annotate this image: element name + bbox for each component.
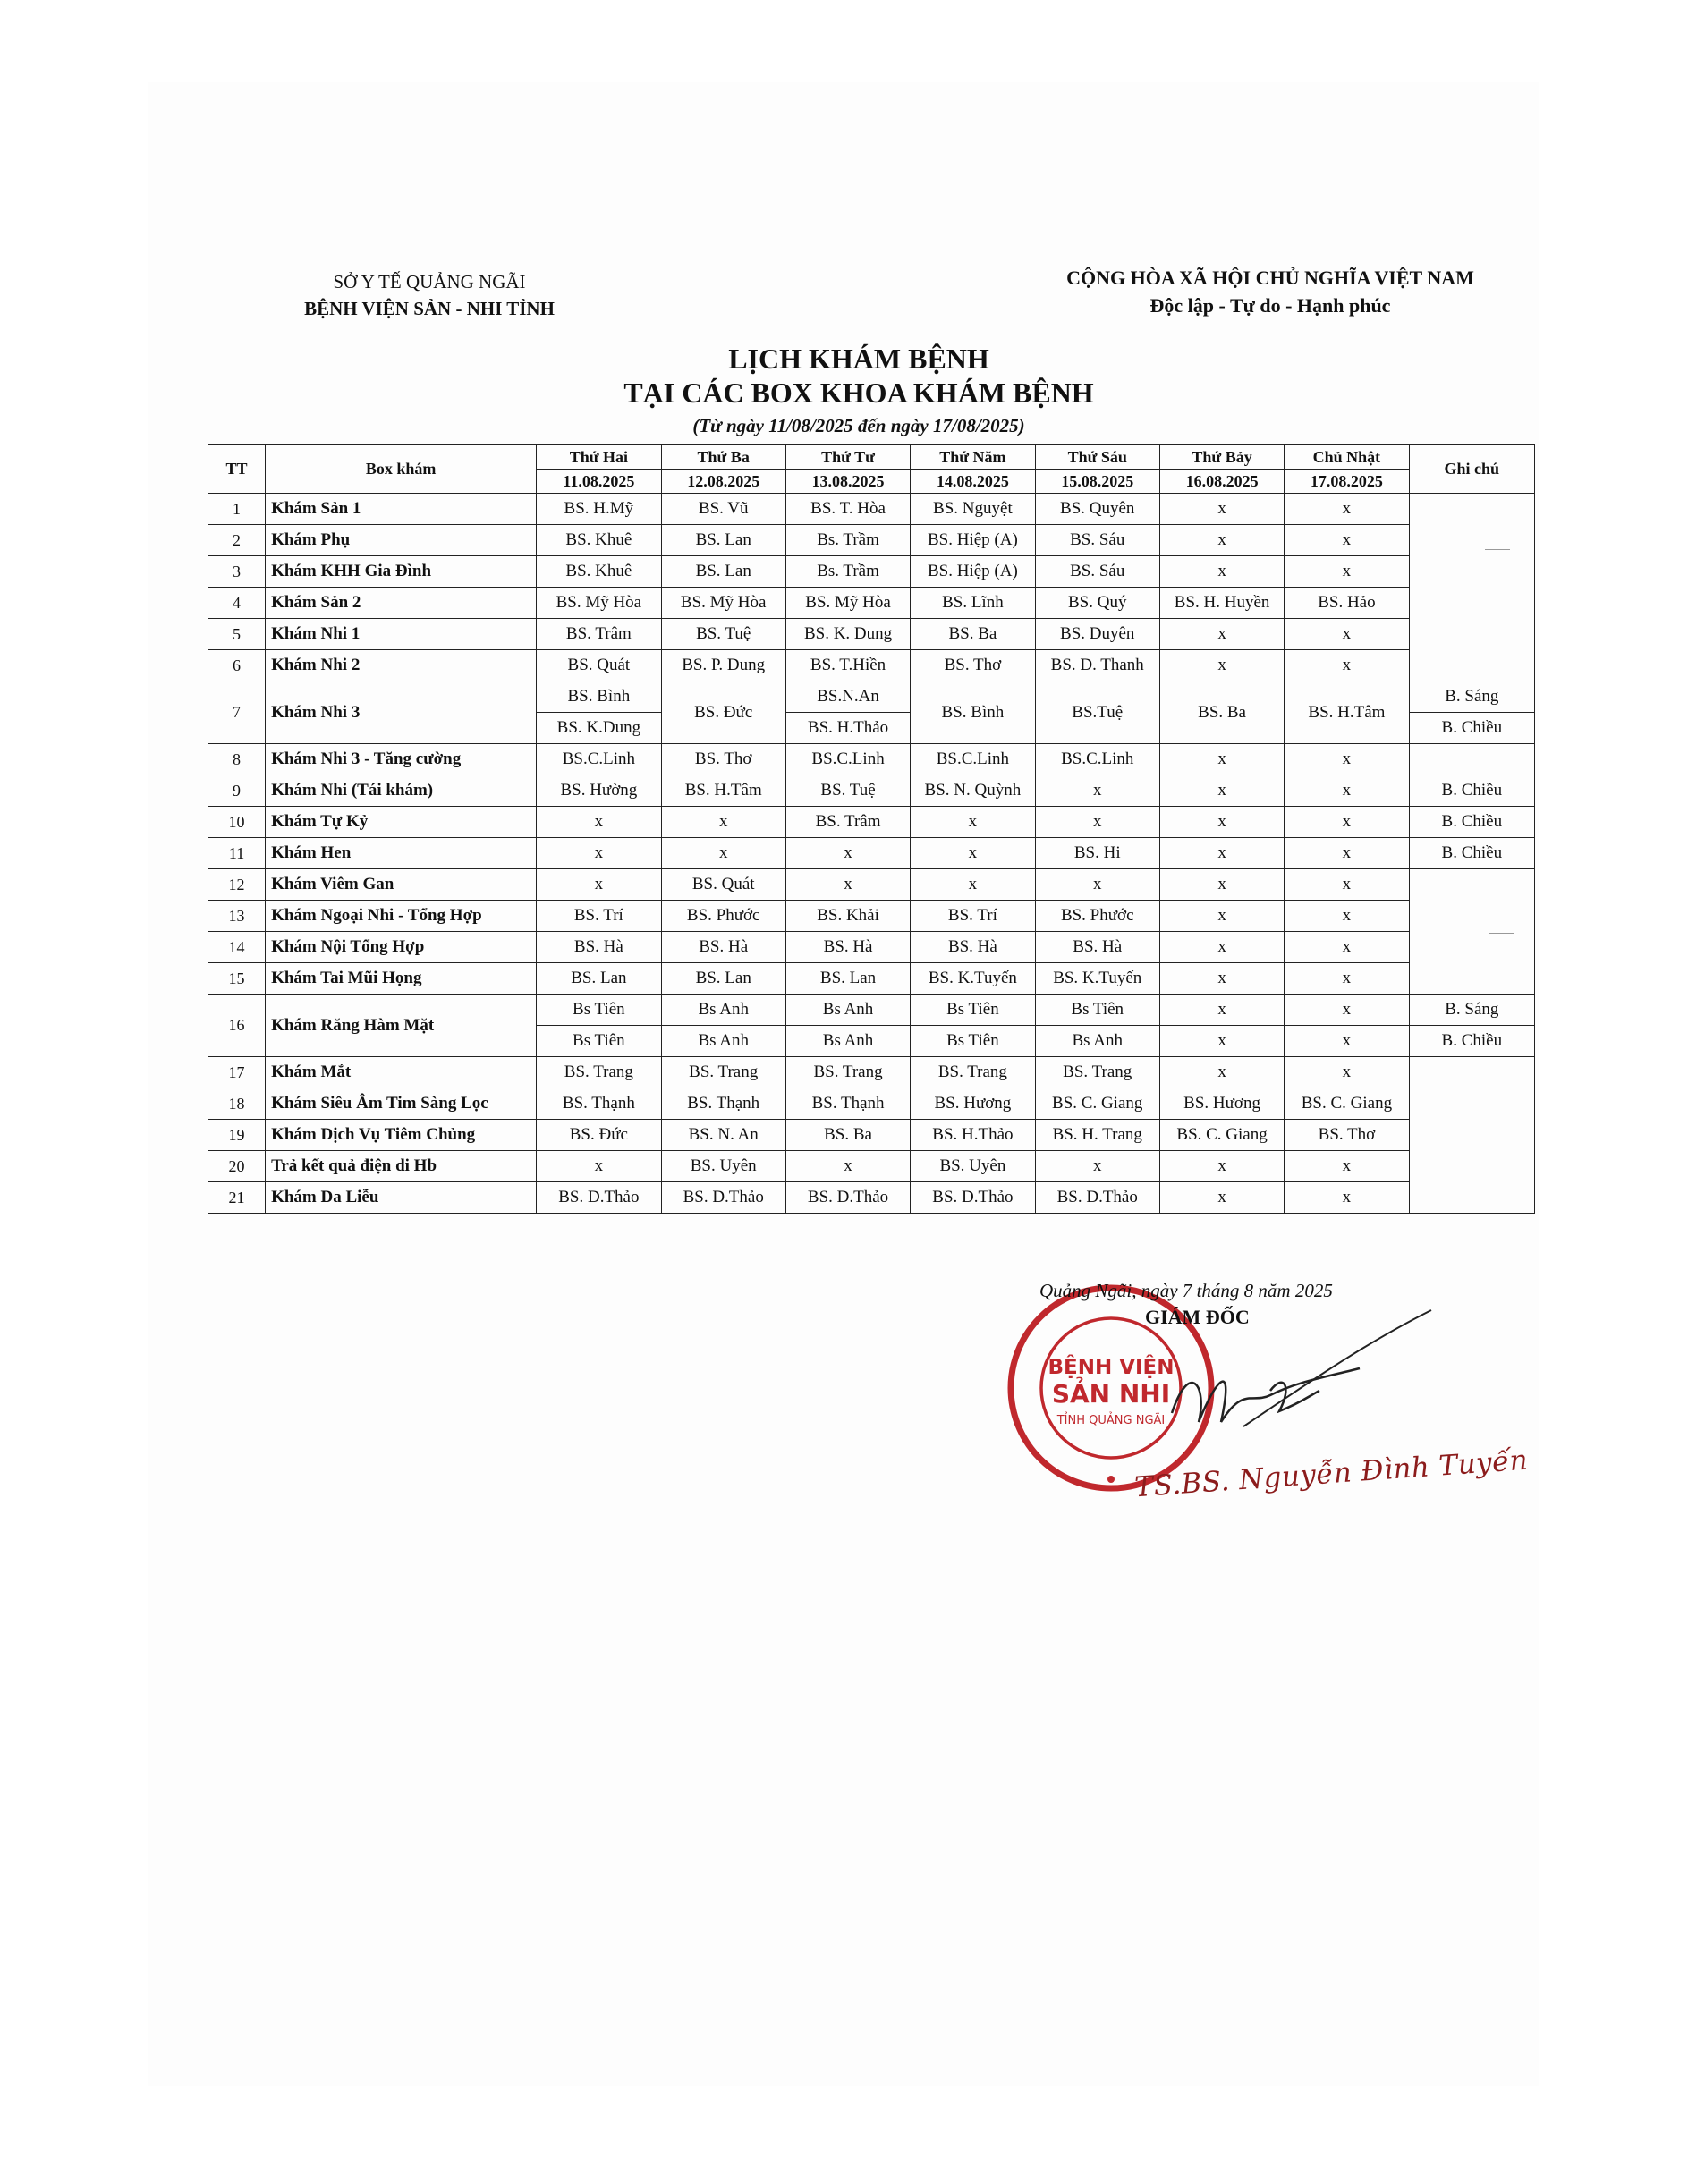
schedule-cell: Bs Anh <box>785 1026 910 1057</box>
schedule-cell: BS. N. Quỳnh <box>911 775 1035 807</box>
table-row <box>208 619 1535 650</box>
schedule-cell: BS. Bình <box>537 681 661 713</box>
document-title <box>411 342 1306 410</box>
schedule-cell: BS. Trang <box>785 1057 910 1088</box>
schedule-cell: x <box>1159 901 1284 932</box>
schedule-cell: x <box>1285 1182 1409 1214</box>
schedule-cell: Bs Anh <box>1035 1026 1159 1057</box>
schedule-cell: x <box>1035 1151 1159 1182</box>
schedule-cell: x <box>537 869 661 901</box>
schedule-cell: BS. D. Thanh <box>1035 650 1159 681</box>
schedule-cell: BS. Lĩnh <box>911 588 1035 619</box>
day-name: Thứ Hai <box>537 445 661 470</box>
schedule-cell: x <box>1285 995 1409 1026</box>
box-name: Khám Nội Tổng Hợp <box>266 932 537 963</box>
box-name: Khám Nhi 3 <box>266 681 537 744</box>
table-row <box>208 1057 1535 1088</box>
schedule-cell: BS. Thơ <box>911 650 1035 681</box>
row-number: 14 <box>208 932 266 963</box>
schedule-cell: BS. Phước <box>661 901 785 932</box>
schedule-cell: BS. D.Thảo <box>785 1182 910 1214</box>
schedule-cell: BS. P. Dung <box>661 650 785 681</box>
schedule-cell: x <box>1285 744 1409 775</box>
schedule-cell: x <box>1159 963 1284 995</box>
signer-name: TS.BS. Nguyễn Đình Tuyến <box>1133 1443 1530 1504</box>
row-number: 10 <box>208 807 266 838</box>
schedule-cell: BS. H.Mỹ <box>537 494 661 525</box>
stamp-text: TỈNH QUẢNG NGÃI <box>1056 1414 1166 1427</box>
schedule-cell: BS. Đức <box>661 681 785 744</box>
box-name: Khám Tự Kỷ <box>266 807 537 838</box>
title-line1: LỊCH KHÁM BỆNH <box>728 343 989 375</box>
schedule-cell: BS.C.Linh <box>1035 744 1159 775</box>
row-number: 9 <box>208 775 266 807</box>
box-name: Khám Viêm Gan <box>266 869 537 901</box>
day-date: 12.08.2025 <box>661 470 785 494</box>
schedule-cell: BS. Hà <box>661 932 785 963</box>
schedule-cell: BS. Hà <box>1035 932 1159 963</box>
table-row <box>208 525 1535 556</box>
title-line2: TẠI CÁC BOX KHOA KHÁM BỆNH <box>623 377 1094 409</box>
schedule-cell: BS. Đức <box>537 1120 661 1151</box>
schedule-cell: BS. D.Thảo <box>661 1182 785 1214</box>
schedule-cell: BS. K. Dung <box>785 619 910 650</box>
schedule-cell: BS. H.Tâm <box>661 775 785 807</box>
stamp-text: SẢN NHI <box>1051 1379 1171 1409</box>
box-name: Khám Răng Hàm Mặt <box>266 995 537 1057</box>
schedule-cell: BS. T. Hòa <box>785 494 910 525</box>
schedule-cell: BS.Tuệ <box>1035 681 1159 744</box>
schedule-cell: BS. Hi <box>1035 838 1159 869</box>
col-tt: TT <box>208 445 266 494</box>
schedule-cell: BS. Khuê <box>537 556 661 588</box>
schedule-cell: BS. Tuệ <box>661 619 785 650</box>
national-motto <box>1002 264 1539 319</box>
row-number: 19 <box>208 1120 266 1151</box>
schedule-cell: BS. Hảo <box>1285 588 1409 619</box>
schedule-cell: BS. Thạnh <box>537 1088 661 1120</box>
table-row <box>208 963 1535 995</box>
day-date: 16.08.2025 <box>1159 470 1284 494</box>
schedule-cell: BS. Thạnh <box>661 1088 785 1120</box>
box-name: Khám Tai Mũi Họng <box>266 963 537 995</box>
schedule-cell: BS. D.Thảo <box>1035 1182 1159 1214</box>
schedule-cell: BS. Uyên <box>911 1151 1035 1182</box>
table-row <box>208 744 1535 775</box>
issuer-department: SỞ Y TẾ QUẢNG NGÃI <box>333 271 526 292</box>
schedule-cell: BS. Bình <box>911 681 1035 744</box>
schedule-cell: BS.C.Linh <box>537 744 661 775</box>
issuer-header <box>268 268 590 322</box>
box-name: Trả kết quả điện di Hb <box>266 1151 537 1182</box>
schedule-cell: x <box>1285 1057 1409 1088</box>
schedule-cell: x <box>1159 1182 1284 1214</box>
schedule-cell: BS. Quý <box>1035 588 1159 619</box>
table-row <box>208 869 1535 901</box>
schedule-cell: BS.C.Linh <box>911 744 1035 775</box>
schedule-cell: BS. Sáu <box>1035 556 1159 588</box>
box-name: Khám Dịch Vụ Tiêm Chủng <box>266 1120 537 1151</box>
day-date: 15.08.2025 <box>1035 470 1159 494</box>
schedule-cell: x <box>1285 650 1409 681</box>
schedule-cell: Bs Tiên <box>537 1026 661 1057</box>
schedule-cell: x <box>785 1151 910 1182</box>
schedule-cell: x <box>1035 775 1159 807</box>
schedule-cell: x <box>911 869 1035 901</box>
schedule-cell: x <box>661 838 785 869</box>
schedule-cell: BS. Trí <box>537 901 661 932</box>
schedule-cell: Bs Tiên <box>911 1026 1035 1057</box>
schedule-cell: x <box>1159 1026 1284 1057</box>
table-row <box>208 1182 1535 1214</box>
schedule-cell: x <box>1159 494 1284 525</box>
box-name: Khám Siêu Âm Tim Sàng Lọc <box>266 1088 537 1120</box>
row-number: 17 <box>208 1057 266 1088</box>
schedule-cell: x <box>1159 869 1284 901</box>
schedule-cell: x <box>1159 525 1284 556</box>
schedule-cell: BS. H.Tâm <box>1285 681 1409 744</box>
note-cell <box>1409 494 1534 681</box>
schedule-cell: BS. Mỹ Hòa <box>537 588 661 619</box>
note-cell: B. Chiều <box>1409 713 1534 744</box>
box-name: Khám Sản 1 <box>266 494 537 525</box>
schedule-cell: BS. Uyên <box>661 1151 785 1182</box>
schedule-cell: x <box>1159 556 1284 588</box>
schedule-cell: BS. Trí <box>911 901 1035 932</box>
schedule-cell: BS. C. Giang <box>1285 1088 1409 1120</box>
note-cell: B. Chiều <box>1409 807 1534 838</box>
schedule-cell: BS. C. Giang <box>1159 1120 1284 1151</box>
schedule-cell: BS. Hà <box>537 932 661 963</box>
box-name: Khám Nhi 3 - Tăng cường <box>266 744 537 775</box>
schedule-cell: x <box>1285 619 1409 650</box>
schedule-cell: Bs. Trầm <box>785 525 910 556</box>
row-number: 8 <box>208 744 266 775</box>
box-name: Khám Da Liễu <box>266 1182 537 1214</box>
box-name: Khám KHH Gia Đình <box>266 556 537 588</box>
table-row <box>208 838 1535 869</box>
schedule-cell: BS. Hiệp (A) <box>911 556 1035 588</box>
schedule-cell: BS. Thạnh <box>785 1088 910 1120</box>
schedule-cell: x <box>1159 995 1284 1026</box>
box-name: Khám Nhi 1 <box>266 619 537 650</box>
schedule-cell: BS. Hương <box>1159 1088 1284 1120</box>
schedule-cell: Bs Anh <box>785 995 910 1026</box>
box-name: Khám Nhi 2 <box>266 650 537 681</box>
schedule-cell: BS. Thơ <box>661 744 785 775</box>
schedule-cell: Bs Tiên <box>537 995 661 1026</box>
schedule-cell: x <box>1035 869 1159 901</box>
date-range: (Từ ngày 11/08/2025 đến ngày 17/08/2025) <box>692 415 1025 436</box>
schedule-cell: BS. Lan <box>661 525 785 556</box>
schedule-cell: x <box>537 807 661 838</box>
row-number: 4 <box>208 588 266 619</box>
schedule-cell: BS. Hà <box>911 932 1035 963</box>
schedule-cell: BS. C. Giang <box>1035 1088 1159 1120</box>
schedule-cell: x <box>1285 556 1409 588</box>
schedule-cell: BS. Vũ <box>661 494 785 525</box>
day-name: Thứ Tư <box>785 445 910 470</box>
schedule-cell: BS.C.Linh <box>785 744 910 775</box>
schedule-cell: x <box>1285 901 1409 932</box>
motto: Độc lập - Tự do - Hạnh phúc <box>1149 294 1391 317</box>
schedule-cell: BS. Lan <box>661 963 785 995</box>
day-date: 14.08.2025 <box>911 470 1035 494</box>
schedule-cell: BS. Ba <box>1159 681 1284 744</box>
schedule-cell: BS. Quyên <box>1035 494 1159 525</box>
schedule-cell: x <box>911 838 1035 869</box>
row-number: 11 <box>208 838 266 869</box>
schedule-cell: Bs Tiên <box>911 995 1035 1026</box>
note-cell <box>1409 869 1534 995</box>
schedule-cell: x <box>1285 525 1409 556</box>
place-date: Quảng Ngãi, ngày 7 tháng 8 năm 2025 <box>1039 1280 1333 1301</box>
schedule-cell: BS. Tuệ <box>785 775 910 807</box>
schedule-cell: BS. N. An <box>661 1120 785 1151</box>
schedule-cell: BS. Duyên <box>1035 619 1159 650</box>
box-name: Khám Phụ <box>266 525 537 556</box>
row-number: 13 <box>208 901 266 932</box>
row-number: 21 <box>208 1182 266 1214</box>
col-note: Ghi chú <box>1409 445 1534 494</box>
row-number: 15 <box>208 963 266 995</box>
table-row <box>208 556 1535 588</box>
schedule-cell: BS. Hương <box>911 1088 1035 1120</box>
note-cell: B. Sáng <box>1409 995 1534 1026</box>
schedule-cell: x <box>1285 838 1409 869</box>
schedule-cell: x <box>1285 494 1409 525</box>
row-number: 1 <box>208 494 266 525</box>
note-cell: B. Chiều <box>1409 1026 1534 1057</box>
box-name: Khám Hen <box>266 838 537 869</box>
stamp-text: BỆNH VIỆN <box>1048 1356 1175 1379</box>
schedule-cell: BS. Mỹ Hòa <box>661 588 785 619</box>
schedule-cell: x <box>1285 869 1409 901</box>
schedule-cell: x <box>1285 807 1409 838</box>
schedule-cell: BS. Thơ <box>1285 1120 1409 1151</box>
schedule-cell: x <box>785 838 910 869</box>
note-cell: B. Chiều <box>1409 838 1534 869</box>
schedule-cell: Bs Anh <box>661 1026 785 1057</box>
schedule-cell: x <box>1159 619 1284 650</box>
day-date: 17.08.2025 <box>1285 470 1409 494</box>
day-date: 11.08.2025 <box>537 470 661 494</box>
schedule-cell: x <box>1159 775 1284 807</box>
schedule-cell: BS. Hiệp (A) <box>911 525 1035 556</box>
schedule-cell: x <box>1159 1151 1284 1182</box>
row-number: 3 <box>208 556 266 588</box>
schedule-cell: BS. T.Hiền <box>785 650 910 681</box>
table-row <box>208 775 1535 807</box>
schedule-cell: BS. K.Tuyến <box>911 963 1035 995</box>
schedule-cell: BS. K.Dung <box>537 713 661 744</box>
col-box: Box khám <box>266 445 537 494</box>
schedule-cell: BS. Trâm <box>537 619 661 650</box>
schedule-cell: Bs Tiên <box>1035 995 1159 1026</box>
schedule-cell: BS. Quát <box>661 869 785 901</box>
table-row <box>208 932 1535 963</box>
schedule-cell: BS. H.Thảo <box>911 1120 1035 1151</box>
schedule-cell: BS. Hường <box>537 775 661 807</box>
schedule-cell: BS. Sáu <box>1035 525 1159 556</box>
header-row-days <box>208 445 1535 470</box>
row-number: 20 <box>208 1151 266 1182</box>
schedule-cell: BS. D.Thảo <box>911 1182 1035 1214</box>
row-number: 12 <box>208 869 266 901</box>
schedule-cell: Bs. Trầm <box>785 556 910 588</box>
schedule-cell: Bs Anh <box>661 995 785 1026</box>
schedule-cell: BS. Quát <box>537 650 661 681</box>
signer-position: GIÁM ĐỐC <box>1145 1306 1250 1328</box>
schedule-cell: x <box>537 838 661 869</box>
day-name: Thứ Bảy <box>1159 445 1284 470</box>
schedule-body <box>208 494 1535 1214</box>
handwritten-signature <box>1136 1306 1440 1440</box>
schedule-cell: BS. Ba <box>911 619 1035 650</box>
schedule-cell: x <box>1285 932 1409 963</box>
schedule-cell: BS. Khải <box>785 901 910 932</box>
schedule-cell: x <box>1159 932 1284 963</box>
schedule-cell: x <box>661 807 785 838</box>
schedule-cell: BS. Khuê <box>537 525 661 556</box>
schedule-cell: x <box>911 807 1035 838</box>
schedule-cell: x <box>1159 838 1284 869</box>
day-name: Thứ Năm <box>911 445 1035 470</box>
row-number: 18 <box>208 1088 266 1120</box>
schedule-table <box>208 444 1535 1214</box>
day-date: 13.08.2025 <box>785 470 910 494</box>
schedule-cell: x <box>1159 807 1284 838</box>
schedule-cell: BS. H. Huyền <box>1159 588 1284 619</box>
schedule-cell: BS. Lan <box>661 556 785 588</box>
row-number: 6 <box>208 650 266 681</box>
row-number: 2 <box>208 525 266 556</box>
republic-name: CỘNG HÒA XÃ HỘI CHỦ NGHĨA VIỆT NAM <box>1066 267 1474 289</box>
schedule-cell: BS. D.Thảo <box>537 1182 661 1214</box>
schedule-cell: BS. Nguyệt <box>911 494 1035 525</box>
schedule-cell: BS. Phước <box>1035 901 1159 932</box>
day-name: Thứ Ba <box>661 445 785 470</box>
schedule-cell: x <box>1159 650 1284 681</box>
issuer-hospital: BỆNH VIỆN SẢN - NHI TỈNH <box>304 298 555 319</box>
row-number: 7 <box>208 681 266 744</box>
table-row <box>208 1120 1535 1151</box>
schedule-cell: BS. Trang <box>1035 1057 1159 1088</box>
schedule-cell: BS. Ba <box>785 1120 910 1151</box>
table-row <box>208 995 1535 1026</box>
scan-mark <box>1485 549 1510 550</box>
day-name: Thứ Sáu <box>1035 445 1159 470</box>
table-row <box>208 494 1535 525</box>
box-name: Khám Mắt <box>266 1057 537 1088</box>
box-name: Khám Sản 2 <box>266 588 537 619</box>
day-name: Chủ Nhật <box>1285 445 1409 470</box>
note-cell: B. Sáng <box>1409 681 1534 713</box>
table-row <box>208 901 1535 932</box>
schedule-cell: BS. Trâm <box>785 807 910 838</box>
table-row <box>208 1088 1535 1120</box>
table-row <box>208 1151 1535 1182</box>
table-row <box>208 650 1535 681</box>
schedule-cell: BS. Lan <box>785 963 910 995</box>
table-row <box>208 681 1535 713</box>
schedule-cell: x <box>785 869 910 901</box>
schedule-cell: x <box>1285 1026 1409 1057</box>
schedule-cell: x <box>1159 744 1284 775</box>
schedule-cell: x <box>1285 1151 1409 1182</box>
schedule-cell: BS. Trang <box>661 1057 785 1088</box>
schedule-cell: BS. Trang <box>537 1057 661 1088</box>
table-row <box>208 588 1535 619</box>
note-cell <box>1409 744 1534 775</box>
schedule-cell: x <box>1159 1057 1284 1088</box>
row-number: 16 <box>208 995 266 1057</box>
row-number: 5 <box>208 619 266 650</box>
schedule-cell: BS.N.An <box>785 681 910 713</box>
schedule-cell: x <box>1285 775 1409 807</box>
schedule-cell: BS. Mỹ Hòa <box>785 588 910 619</box>
schedule-cell: x <box>1035 807 1159 838</box>
box-name: Khám Ngoại Nhi - Tổng Hợp <box>266 901 537 932</box>
scan-mark <box>1489 933 1514 934</box>
schedule-cell: BS. Lan <box>537 963 661 995</box>
box-name: Khám Nhi (Tái khám) <box>266 775 537 807</box>
schedule-cell: BS. Hà <box>785 932 910 963</box>
schedule-cell: BS. H.Thảo <box>785 713 910 744</box>
schedule-cell: x <box>1285 963 1409 995</box>
schedule-cell: BS. H. Trang <box>1035 1120 1159 1151</box>
schedule-cell: BS. K.Tuyến <box>1035 963 1159 995</box>
note-cell <box>1409 1057 1534 1214</box>
schedule-cell: x <box>537 1151 661 1182</box>
schedule-cell: BS. Trang <box>911 1057 1035 1088</box>
note-cell: B. Chiều <box>1409 775 1534 807</box>
table-row <box>208 807 1535 838</box>
